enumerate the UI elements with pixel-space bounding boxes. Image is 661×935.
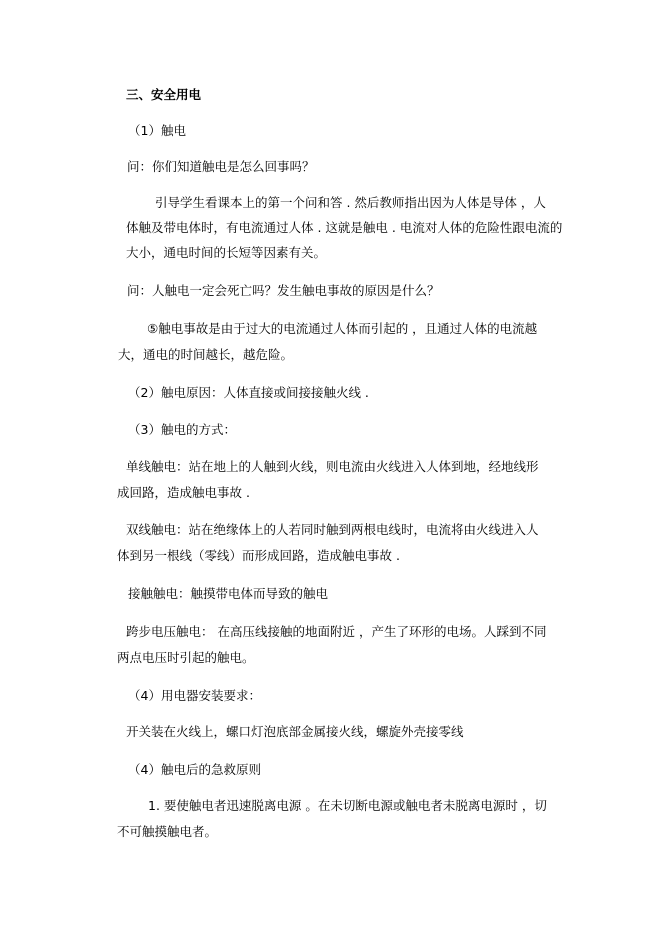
subheading-installation: （4）用电器安装要求： [128,688,261,703]
single-wire-shock-line-2: 成回路，造成触电事故 . [117,485,250,500]
paragraph-2-line-2: 大，通电的时间越长，越危险。 [118,347,294,362]
first-aid-line-1: 1. 要使触电者迅速脱离电源 。在未切断电源或触电者未脱离电源时 ，切 [148,798,547,813]
question-2: 问：人触电一定会死亡吗？发生触电事故的原因是什么？ [127,283,440,298]
single-wire-shock-line-1: 单线触电：站在地上的人触到火线，则电流由火线进入人体到地，经地线形 [126,459,539,474]
contact-shock: 接触触电：触摸带电体而导致的触电 [128,586,329,601]
installation-requirement: 开关装在火线上，螺口灯泡底部金属接火线，螺旋外壳接零线 [126,724,464,739]
subheading-electric-shock: （1）触电 [128,123,186,138]
section-title: 三、安全用电 [126,87,202,102]
step-voltage-shock-line-2: 两点电压时引起的触电。 [117,650,255,665]
paragraph-1-line-2: 体触及带电体时，有电流通过人体 . 这就是触电 . 电流对人体的危险性跟电流的 [126,220,563,235]
double-wire-shock-line-2: 体到另一根线（零线）而形成回路，造成触电事故 . [117,548,400,563]
paragraph-1-line-3: 大小，通电时间的长短等因素有关。 [126,245,327,260]
paragraph-2-line-1: ⑤触电事故是由于过大的电流通过人体而引起的 ，且通过人体的电流越 [147,321,538,336]
paragraph-1-line-1: 引导学生看课本上的第一个问和答 . 然后教师指出因为人体是导体 ，人 [155,195,546,210]
subheading-shock-cause: （2）触电原因：人体直接或间接接触火线 . [128,385,369,400]
question-1: 问：你们知道触电是怎么回事吗？ [127,159,315,174]
double-wire-shock-line-1: 双线触电：站在绝缘体上的人若同时触到两根电线时，电流将由火线进入人 [126,522,539,537]
step-voltage-shock-line-1: 跨步电压触电： 在高压线接触的地面附近 ，产生了环形的电场。人踩到不同 [126,624,547,639]
subheading-first-aid: （4）触电后的急救原则 [128,762,261,777]
subheading-shock-types: （3）触电的方式： [128,422,236,437]
first-aid-line-2: 不可触摸触电者。 [117,824,218,839]
